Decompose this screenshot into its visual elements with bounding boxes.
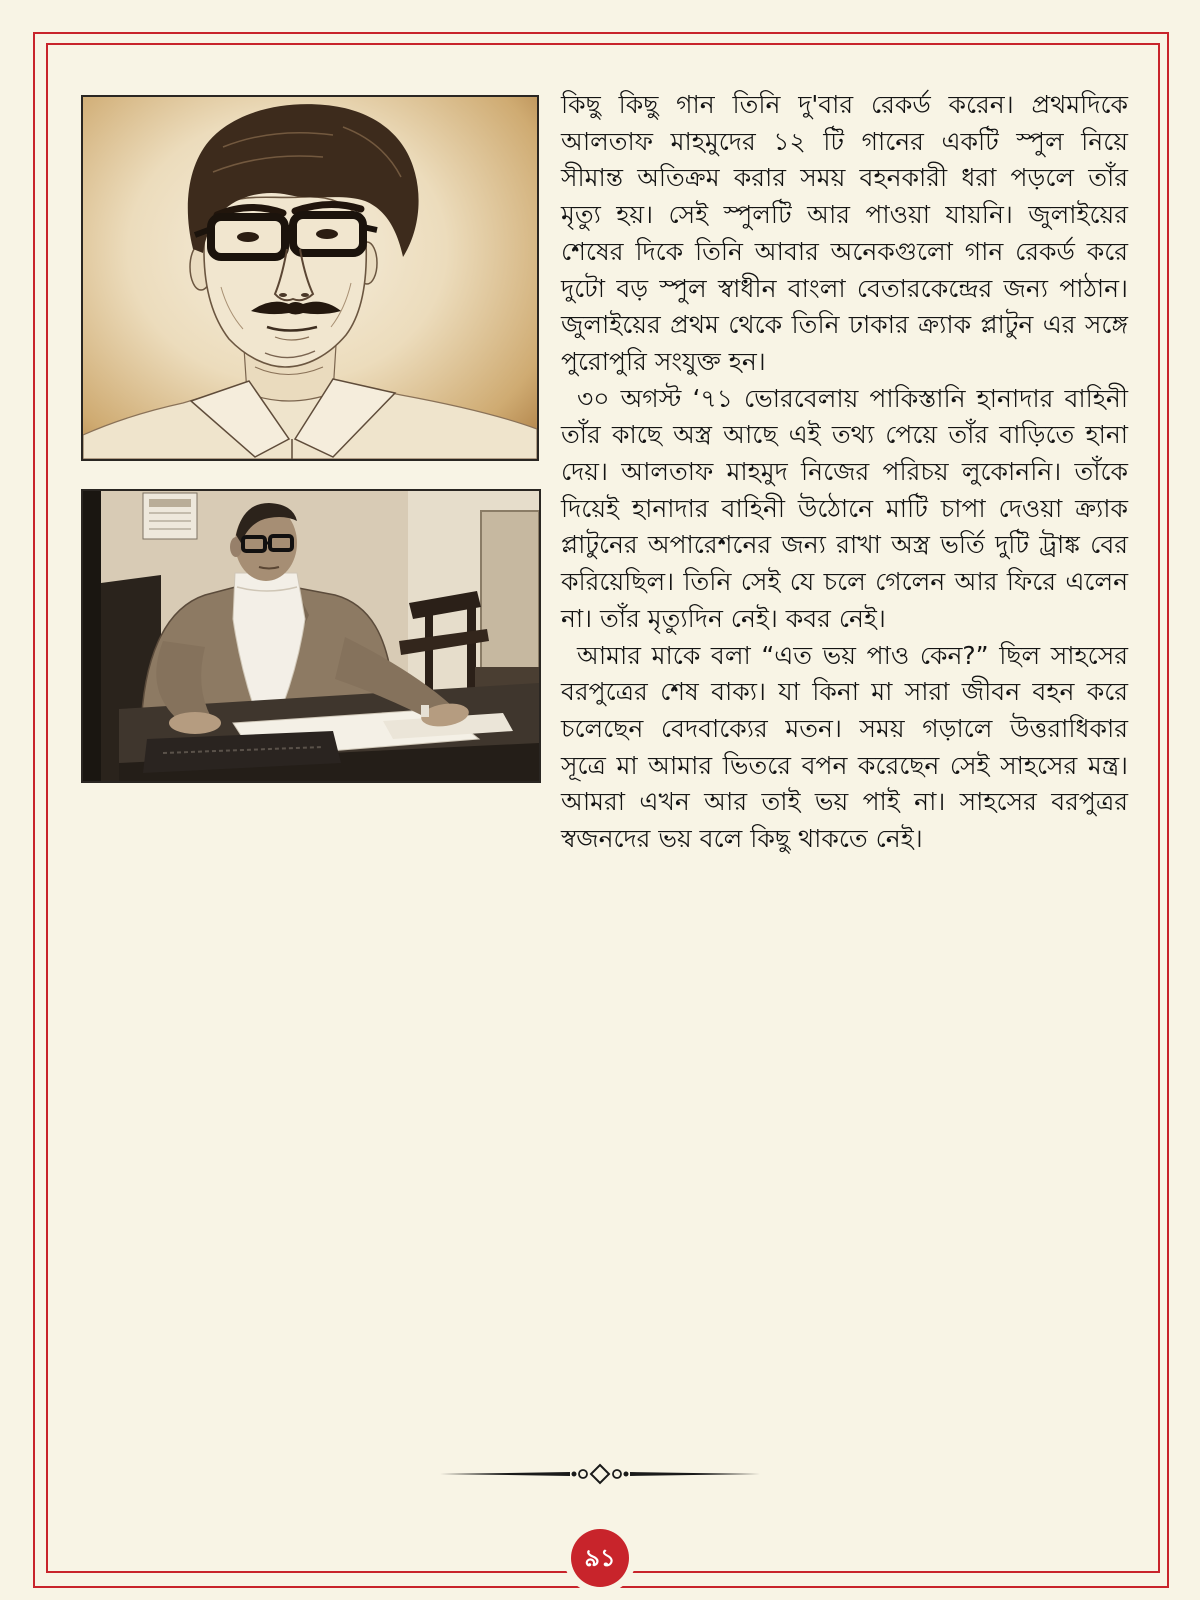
ornament-dot-right	[624, 1472, 629, 1477]
paragraph-2: ৩০ অগস্ট ‘৭১ ভোরবেলায় পাকিস্তানি হানাদার বাহিনী তাঁর কাছে অস্ত্র আছে এই তথ্য পেয়ে তাঁর বাড়িতে হানা দেয়। আলতাফ মাহমুদ নিজের পরিচয় লুকোননি। তাঁকে দিয়েই হানাদার বাহিনী উঠোনে মাটি চাপা দেওয়া ক্র্যাক প্লাটুনের অপারেশনের জন্য রাখা অস্ত্র ভর্তি দুটি ট্রাঙ্ক বের করিয়েছিল। তিনি সেই যে চলে গেলেন আর ফিরে এলেন না। তাঁর মৃত্যুদিন নেই। কবর নেই।	[561, 383, 1128, 633]
ornament-diamond	[591, 1465, 609, 1483]
ornament-dot-left	[572, 1472, 577, 1477]
ornament-line-right	[630, 1472, 760, 1476]
left-hand	[169, 712, 221, 734]
paragraph-1: কিছু কিছু গান তিনি দু'বার রেকর্ড করেন। প্রথমদিকে আলতাফ মাহমুদের ১২ টি গানের একটি স্পুল নিয়ে সীমান্ত অতিক্রম করার সময় বহনকারী ধরা পড়লে তাঁর মৃত্যু হয়। সেই স্পুলটি আর পাওয়া যায়নি। জুলাইয়ের শেষের দিকে তিনি আবার অনেকগুলো গান রেকর্ড করে দুটো বড় স্পুল স্বাধীন বাংলা বেতারকেন্দ্রের জন্য পাঠান। জুলাইয়ের প্রথম থেকে তিনি ঢাকার ক্র্যাক প্লাটুন এর সঙ্গে পুরোপুরি সংযুক্ত হন।	[561, 90, 1128, 376]
wall-calendar	[143, 493, 197, 539]
right-nostril	[301, 293, 309, 297]
chair-post	[425, 615, 433, 695]
ornament-ring-right	[613, 1470, 621, 1478]
doorway	[481, 511, 539, 676]
chair-post	[467, 599, 476, 699]
paragraph-3: আমার মাকে বলা “এত ভয় পাও কেন?” ছিল সাহসের বরপুত্রের শেষ বাক্য। যা কিনা মা সারা জীবন বহন করে চলেছেন বেদবাক্যের মতন। সময় গড়ালে উত্তরাধিকার সূত্রে মা আমার ভিতরে বপন করেছেন সেই সাহসের মন্ত্র। আমরা এখন আর তাই ভয় পাই না। সাহসের বরপুত্রর স্বজনদের ভয় বলে কিছু থাকতে নেই।	[561, 640, 1128, 854]
right-eye	[316, 229, 338, 239]
typewriter-photo	[81, 489, 541, 783]
page-number-badge	[564, 1522, 636, 1594]
typewriter-photo-drawing	[83, 491, 539, 781]
portrait-sketch-drawing	[83, 97, 537, 459]
left-dark-strip	[83, 491, 101, 781]
page-number: ৯১	[571, 1529, 629, 1587]
calendar-header	[149, 499, 191, 507]
portrait-sketch-photo	[81, 95, 539, 461]
ornament-ring-left	[579, 1470, 587, 1478]
ornament-divider	[440, 1462, 760, 1486]
left-eye	[237, 232, 259, 242]
left-nostril	[279, 293, 287, 297]
article-body	[561, 87, 1128, 858]
wristwatch	[421, 705, 429, 717]
ornament-line-left	[440, 1472, 570, 1476]
glasses-right-temple	[363, 227, 377, 230]
